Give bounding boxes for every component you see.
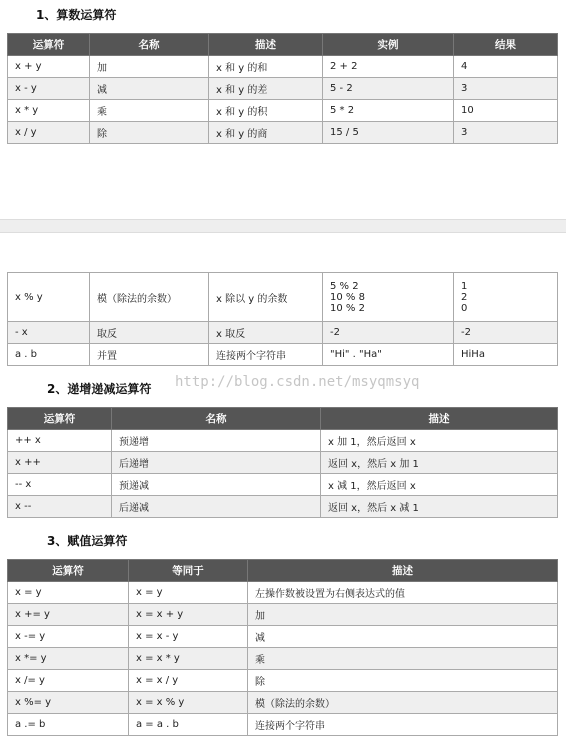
table-row: [8, 78, 558, 100]
cell-result: HiHa: [454, 344, 558, 366]
cell-name: 减: [90, 78, 209, 100]
cell-description: 加: [248, 604, 558, 626]
column-header: 运算符: [8, 34, 90, 56]
cell-result: [454, 273, 558, 322]
cell-name: 后递减: [112, 496, 321, 518]
table-row: [8, 692, 558, 714]
cell-equivalent: x = x % y: [129, 692, 248, 714]
cell-operator: x /= y: [8, 670, 129, 692]
watermark: http://blog.csdn.net/msyqmsyq: [175, 374, 420, 390]
page-break-divider: [0, 219, 566, 233]
cell-description: 连接两个字符串: [248, 714, 558, 736]
cell-description: 减: [248, 626, 558, 648]
cell-example: 5 - 2: [323, 78, 454, 100]
cell-description: 乘: [248, 648, 558, 670]
cell-description: x 加 1，然后返回 x: [321, 430, 558, 452]
cell-name: 后递增: [112, 452, 321, 474]
cell-name: 除: [90, 122, 209, 144]
table-row: [8, 496, 558, 518]
arithmetic-table: [7, 33, 558, 144]
result-line: 2: [461, 291, 468, 303]
result-line: 0: [461, 302, 468, 314]
cell-name: 模（除法的余数）: [90, 273, 209, 322]
table-row: [8, 100, 558, 122]
cell-equivalent: x = x + y: [129, 604, 248, 626]
cell-result: 3: [454, 122, 558, 144]
cell-description: x 取反: [209, 322, 323, 344]
cell-operator: x %= y: [8, 692, 129, 714]
cell-example: -2: [323, 322, 454, 344]
cell-equivalent: x = x / y: [129, 670, 248, 692]
cell-operator: x ++: [8, 452, 112, 474]
cell-description: x 减 1，然后返回 x: [321, 474, 558, 496]
column-header: 结果: [454, 34, 558, 56]
cell-description: 连接两个字符串: [209, 344, 323, 366]
cell-operator: x = y: [8, 582, 129, 604]
cell-name: 乘: [90, 100, 209, 122]
increment-table: [7, 407, 558, 518]
cell-description: 左操作数被设置为右侧表达式的值: [248, 582, 558, 604]
cell-description: x 和 y 的积: [209, 100, 323, 122]
cell-operator: a .= b: [8, 714, 129, 736]
section3-title: 3、赋值运算符: [47, 534, 128, 548]
cell-example: [323, 273, 454, 322]
assignment-table: [7, 559, 558, 736]
table-row: [8, 56, 558, 78]
result-line: 1: [461, 280, 468, 292]
column-header: 描述: [321, 408, 558, 430]
cell-operator: a . b: [8, 344, 90, 366]
cell-name: 取反: [90, 322, 209, 344]
cell-description: 除: [248, 670, 558, 692]
cell-description: x 和 y 的和: [209, 56, 323, 78]
cell-example: 15 / 5: [323, 122, 454, 144]
section2-title: 2、递增递减运算符: [47, 382, 152, 396]
cell-result: -2: [454, 322, 558, 344]
arithmetic-table-continued: [7, 272, 558, 366]
cell-description: 返回 x，然后 x 加 1: [321, 452, 558, 474]
cell-result: 3: [454, 78, 558, 100]
cell-name: 加: [90, 56, 209, 78]
cell-operator: x + y: [8, 56, 90, 78]
table-row: [8, 344, 558, 366]
cell-name: 预递减: [112, 474, 321, 496]
example-line: 10 % 8: [330, 291, 365, 303]
section1-title: 1、算数运算符: [36, 8, 117, 22]
table-header-row: [8, 560, 558, 582]
table-row: [8, 474, 558, 496]
table-row: [8, 714, 558, 736]
cell-equivalent: a = a . b: [129, 714, 248, 736]
cell-example: "Hi" . "Ha": [323, 344, 454, 366]
cell-example: 2 + 2: [323, 56, 454, 78]
cell-equivalent: x = x - y: [129, 626, 248, 648]
column-header: 运算符: [8, 560, 129, 582]
cell-result: 10: [454, 100, 558, 122]
cell-example: 5 * 2: [323, 100, 454, 122]
column-header: 等同于: [129, 560, 248, 582]
column-header: 名称: [112, 408, 321, 430]
cell-equivalent: x = y: [129, 582, 248, 604]
cell-description: x 和 y 的商: [209, 122, 323, 144]
table-row: [8, 582, 558, 604]
cell-operator: x += y: [8, 604, 129, 626]
cell-operator: x % y: [8, 273, 90, 322]
cell-description: x 除以 y 的余数: [209, 273, 323, 322]
table-header-row: [8, 34, 558, 56]
table-row: [8, 430, 558, 452]
example-line: 5 % 2: [330, 280, 359, 292]
cell-operator: - x: [8, 322, 90, 344]
cell-description: 返回 x，然后 x 减 1: [321, 496, 558, 518]
cell-description: x 和 y 的差: [209, 78, 323, 100]
cell-description: 模（除法的余数）: [248, 692, 558, 714]
cell-name: 预递增: [112, 430, 321, 452]
table-row: [8, 604, 558, 626]
cell-result: 4: [454, 56, 558, 78]
cell-operator: ++ x: [8, 430, 112, 452]
table-row: [8, 273, 558, 322]
column-header: 描述: [209, 34, 323, 56]
example-line: 10 % 2: [330, 302, 365, 314]
table-row: [8, 648, 558, 670]
table-row: [8, 322, 558, 344]
table-row: [8, 452, 558, 474]
table-row: [8, 626, 558, 648]
column-header: 描述: [248, 560, 558, 582]
table-row: [8, 122, 558, 144]
cell-name: 并置: [90, 344, 209, 366]
cell-operator: x -= y: [8, 626, 129, 648]
cell-operator: x *= y: [8, 648, 129, 670]
cell-operator: x --: [8, 496, 112, 518]
column-header: 名称: [90, 34, 209, 56]
cell-operator: x * y: [8, 100, 90, 122]
cell-operator: x - y: [8, 78, 90, 100]
cell-equivalent: x = x * y: [129, 648, 248, 670]
table-header-row: [8, 408, 558, 430]
column-header: 运算符: [8, 408, 112, 430]
cell-operator: -- x: [8, 474, 112, 496]
cell-operator: x / y: [8, 122, 90, 144]
table-row: [8, 670, 558, 692]
column-header: 实例: [323, 34, 454, 56]
